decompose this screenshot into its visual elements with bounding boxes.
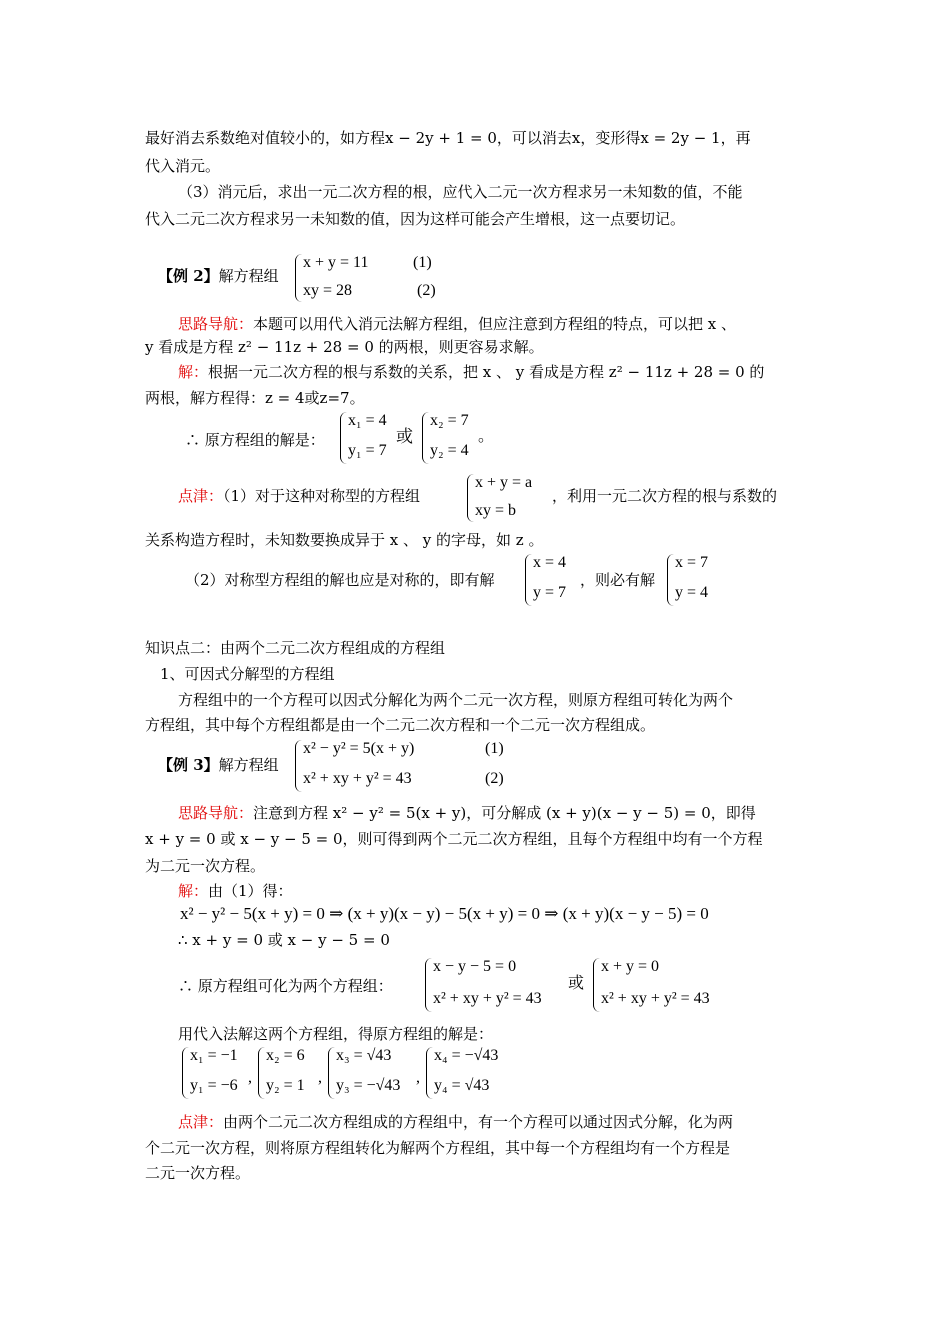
equation: y = 7 [533, 584, 567, 601]
solution-text: 由（1）得： [208, 882, 293, 900]
note-text: ，则必有解 [580, 571, 656, 589]
equation-number: (1) [413, 254, 432, 271]
example2-heading [158, 266, 279, 286]
solution-line: 用代入法解这两个方程组，得原方程组的解是： [178, 1025, 494, 1043]
solution-system [667, 552, 727, 608]
answer: y₂ = 4 [430, 442, 469, 459]
section-title: 知识点二：由两个二元二次方程组成的方程组 [145, 639, 446, 657]
equation-number: (1) [485, 740, 504, 757]
intro-line: 代入二元二次方程求另一未知数的值，因为这样可能会产生增根，这一点要切记。 [145, 210, 686, 228]
hint-line: 为二元一次方程。 [145, 857, 266, 875]
symmetric-system [467, 472, 557, 524]
therefore-line: ∴ 原方程组可化为两个方程组： [178, 977, 393, 995]
punctuation: , [318, 1069, 322, 1086]
example-text: 解方程组 [218, 267, 279, 285]
answer: y₁ = 7 [348, 442, 387, 459]
note-label: 点津： [178, 1113, 224, 1131]
intro-line: （3）消元后，求出一元二次方程的根，应代入二元一次方程求另一未知数的值，不能 [178, 183, 743, 201]
therefore-line: ∴ x + y = 0 或 x − y − 5 = 0 [178, 931, 390, 949]
or-word: 或 [568, 973, 585, 992]
equation: x + y = 0 [601, 958, 660, 975]
equation: x² + xy + y² = 43 [601, 990, 710, 1007]
hint-text: 注意到方程 x² − y² = 5(x + y)，可分解成 (x + y)(x − y − 5) = 0，即得 [253, 804, 756, 822]
note-text: 由两个二元二次方程组成的方程组中，有一个方程可以通过因式分解，化为两 [223, 1113, 734, 1131]
note-text: （1）对于这种对称型的方程组 [223, 487, 421, 505]
intro-line: 最好消去系数绝对值较小的，如方程x − 2y + 1 = 0，可以消去x，变形得x = 2y − 1，再 [145, 129, 751, 147]
therefore-line: ∴ 原方程组的解是： [185, 431, 325, 449]
hint-text: 本题可以用代入消元法解方程组，但应注意到方程组的特点，可以把 x 、 [253, 315, 737, 333]
example3-heading [158, 755, 279, 775]
punctuation: , [416, 1069, 420, 1086]
answer: x₃ = √43 [336, 1047, 392, 1064]
split-systems [425, 956, 745, 1014]
section-paragraph: 方程组中的一个方程可以因式分解化为两个二元一次方程，则原方程组可转化为两个 [178, 691, 734, 709]
example2-system [295, 252, 455, 304]
punctuation: , [248, 1069, 252, 1086]
answer: y₄ = √43 [434, 1077, 490, 1094]
solution-label: 解： [178, 882, 209, 900]
equation: x = 7 [675, 554, 709, 571]
note-line: 二元一次方程。 [145, 1164, 251, 1182]
hint-line: y 看成是方程 z² − 11z + 28 = 0 的两根，则更容易求解。 [145, 338, 544, 356]
note-text: ，利用一元二次方程的根与系数的 [552, 487, 778, 505]
note-line [178, 486, 420, 506]
brace [258, 1047, 265, 1099]
brace [295, 740, 302, 792]
or-word: 或 [396, 427, 413, 447]
equation-number: (2) [485, 770, 504, 787]
punctuation: 。 [478, 428, 495, 445]
example2-answers [340, 410, 500, 466]
equation: x − y − 5 = 0 [433, 958, 517, 975]
hint-label: 思路导航： [178, 315, 254, 333]
brace [422, 412, 429, 464]
intro-line: 代入消元。 [145, 157, 221, 175]
brace [328, 1047, 335, 1099]
answer: x₁ = −1 [190, 1047, 238, 1064]
example3-system [295, 738, 535, 794]
answer: x₂ = 6 [266, 1047, 305, 1064]
solution-line [178, 362, 764, 382]
brace [426, 1047, 433, 1099]
derivation: x² − y² − 5(x + y) = 0 ⇒ (x + y)(x − y) − 5(x + y) = 0 ⇒ (x + y)(x − y − 5) = 0 [180, 904, 709, 923]
brace [593, 958, 600, 1012]
hint-label: 思路导航： [178, 804, 254, 822]
example-label: 【例 2】 [158, 267, 219, 285]
equation: x + y = a [475, 474, 533, 491]
equation: xy = 28 [303, 282, 353, 299]
equation: x + y = 11 [303, 254, 369, 271]
answer: x₄ = −√43 [434, 1047, 499, 1064]
answer: y₁ = −6 [190, 1077, 238, 1094]
equation: x² + xy + y² = 43 [303, 770, 412, 787]
note-line: （2）对称型方程组的解也应是对称的，即有解 [185, 571, 495, 589]
equation-number: (2) [417, 282, 436, 299]
subsection-title: 1、可因式分解型的方程组 [160, 665, 335, 683]
brace [295, 254, 302, 302]
section-paragraph: 方程组，其中每个方程组都是由一个二元二次方程和一个二元一次方程组成。 [145, 716, 656, 734]
note-line [178, 1112, 733, 1132]
answer: y₃ = −√43 [336, 1077, 401, 1094]
hint-line: x + y = 0 或 x − y − 5 = 0，则可得到两个二元二次方程组，且每个方程组中均有一个方程 [145, 830, 763, 848]
equation: x² + xy + y² = 43 [433, 990, 542, 1007]
solution-line: 两根，解方程得：z = 4或z=7。 [145, 389, 365, 407]
brace [525, 554, 532, 606]
example-text: 解方程组 [218, 756, 279, 774]
equation: xy = b [475, 502, 517, 519]
hint-line [178, 314, 736, 334]
equation: x = 4 [533, 554, 567, 571]
example-label: 【例 3】 [158, 756, 219, 774]
brace [425, 958, 432, 1012]
solution-text: 根据一元二次方程的根与系数的关系，把 x 、 y 看成是方程 z² − 11z + 28 = 0 的 [208, 363, 765, 381]
hint-line [178, 803, 756, 823]
solution-system [525, 552, 585, 608]
final-solutions [182, 1045, 542, 1101]
answer: x₁ = 4 [348, 412, 387, 429]
equation: x² − y² = 5(x + y) [303, 740, 415, 757]
brace [182, 1047, 189, 1099]
note-line: 个二元一次方程，则将原方程组转化为解两个方程组，其中每一个方程组均有一个方程是 [145, 1139, 731, 1157]
note-line: 关系构造方程时，未知数要换成异于 x 、 y 的字母，如 z 。 [145, 531, 544, 549]
brace [467, 474, 474, 522]
solution-label: 解： [178, 363, 209, 381]
answer: y₂ = 1 [266, 1077, 305, 1094]
answer: x₂ = 7 [430, 412, 469, 429]
solution-line [178, 881, 293, 901]
brace [340, 412, 347, 464]
note-label: 点津： [178, 487, 224, 505]
brace [667, 554, 674, 606]
equation: y = 4 [675, 584, 709, 601]
